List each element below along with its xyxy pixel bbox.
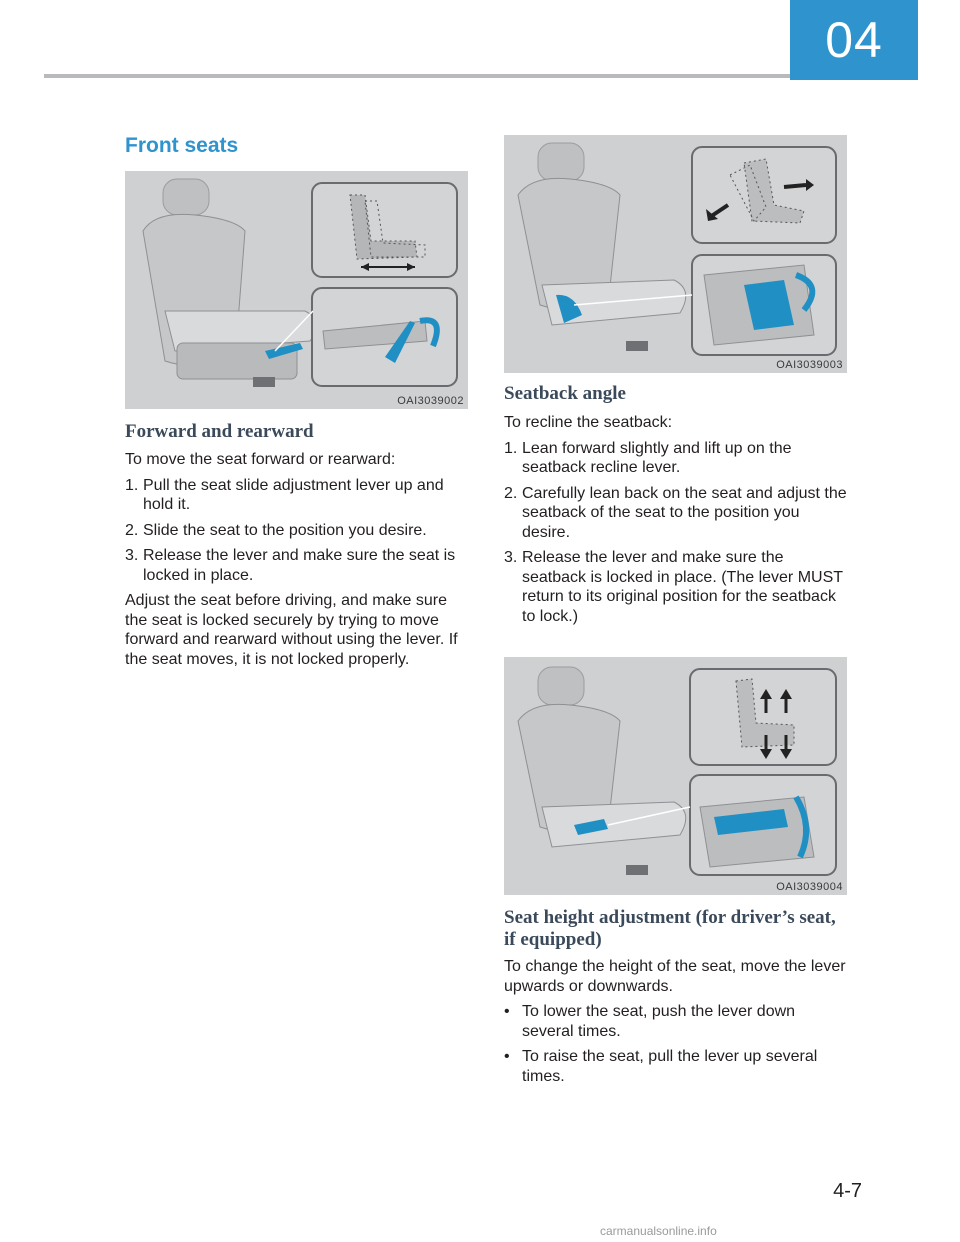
list-item: 1. Pull the seat slide adjustment lever up and hold it. bbox=[125, 476, 444, 513]
seatback-recline-diagram-icon bbox=[504, 135, 847, 373]
forward-heading: Forward and rearward bbox=[125, 421, 314, 442]
seat-slide-diagram-icon bbox=[125, 171, 468, 409]
list-item: 3. Release the lever and make sure the seatback is locked in place. (The lever MUST return to its original position for the seatback to lock.) bbox=[504, 549, 843, 625]
forward-body bbox=[125, 450, 465, 675]
figure-code: OAI3039002 bbox=[397, 395, 464, 407]
figure-seat-height bbox=[504, 657, 847, 895]
figure-code: OAI3039004 bbox=[776, 881, 843, 893]
header-rule bbox=[44, 74, 790, 78]
height-heading: Seat height adjustment (for driver’s seat, if equipped) bbox=[504, 907, 836, 950]
section-title: Front seats bbox=[125, 134, 239, 157]
list-item: 2. Slide the seat to the position you desire. bbox=[125, 521, 427, 539]
height-intro: To change the height of the seat, move the lever upwards or downwards. bbox=[504, 958, 846, 995]
forward-note: Adjust the seat before driving, and make sure the seat is locked securely by trying to move forward and rearward without using the lever. If the seat moves, it is not locked properly. bbox=[125, 592, 458, 668]
seatback-intro: To recline the seatback: bbox=[504, 414, 673, 431]
figure-seatback-recline bbox=[504, 135, 847, 373]
list-item: • To lower the seat, push the lever down several times. bbox=[504, 1003, 796, 1040]
seatback-body bbox=[504, 413, 848, 632]
chapter-tab: 04 bbox=[790, 0, 918, 80]
seatback-heading: Seatback angle bbox=[504, 383, 626, 404]
seatback-steps bbox=[504, 439, 848, 627]
watermark: carmanualsonline.info bbox=[600, 1224, 717, 1238]
figure-code: OAI3039003 bbox=[776, 359, 843, 371]
list-item: 3. Release the lever and make sure the seat is locked in place. bbox=[125, 547, 456, 584]
list-item: 1. Lean forward slightly and lift up on the seatback recline lever. bbox=[504, 439, 792, 476]
list-item: 2. Carefully lean back on the seat and adjust the seatback of the seat to the position you desire. bbox=[504, 484, 847, 541]
seat-height-diagram-icon bbox=[504, 657, 847, 895]
forward-steps bbox=[125, 476, 465, 586]
list-item: • To raise the seat, pull the lever up several times. bbox=[504, 1048, 818, 1085]
height-body bbox=[504, 957, 848, 1092]
page-number: 4-7 bbox=[833, 1180, 862, 1202]
forward-intro: To move the seat forward or rearward: bbox=[125, 451, 396, 468]
height-bullets bbox=[504, 1002, 848, 1086]
figure-seat-slide bbox=[125, 171, 468, 409]
